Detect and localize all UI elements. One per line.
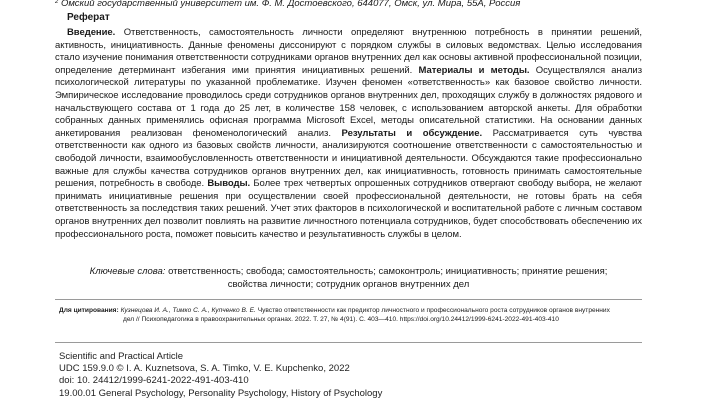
methods-text: Осуществлялся анализ психологической литературы по указанной проблематике. Изучен феномен «ответственность» как базовое свойство личности. Эмпирическое исследование проводилось среди сотрудников органов внутренних дел, проходящих службу в должностях рядового и начальствующего состава от 1 года до 25 лет, в количестве 158 человек, с использованием авторской анкеты. Для обработки собранных данных применялись офисная программа Microsoft Excel, методы описательной статистики. На основании данных анкетирования реализован феноменологический анализ. xyxy=(55,64,642,139)
article-doi[interactable]: doi: 10. 24412/1999-6241-2022-491-403-410 xyxy=(59,375,249,387)
intro-label: Введение. xyxy=(67,27,116,38)
keywords-line-1 xyxy=(55,266,642,279)
keywords-block xyxy=(55,266,642,291)
conclusions-label: Выводы. xyxy=(207,178,251,190)
methods-label: Материалы и методы. xyxy=(418,64,530,76)
keywords-list-1: ответственность; свобода; самостоятельность; самоконтроль; инициативность; принятие решения; xyxy=(168,266,608,277)
citation-text-2[interactable]: дел // Психопедагогика в правоохранительных органах. 2022. Т. 27, № 4(91). С. 403—410. https://doi.org/10.24412/1999-6241-2022-491-403-410 xyxy=(123,316,559,324)
citation-label: Для цитирования: xyxy=(59,307,119,314)
article-meta xyxy=(59,351,679,400)
keywords-list-2: свойства личности; сотрудник органов внутренних дел xyxy=(227,278,470,290)
abstract-heading: Реферат xyxy=(67,12,110,23)
abstract-body xyxy=(55,27,642,241)
conclusions-text: Более трех четвертых опрошенных сотрудников отвергают свободу выбора, не желают принимать инициативные решения при осуществлении своей профессиональной деятельности, не готовы брать на себя ответственность за последствия таких решений. Учет этих факторов в психологической и воспитательной работе с личным составом органов внутренних дел позволит повлиять на развитие личностного потенциала сотрудников, будет способствовать обеспечению их профессионального роста, поможет повысить качество и результативность службы в целом. xyxy=(55,178,642,240)
keywords-label: Ключевые слова: xyxy=(89,266,166,277)
results-label: Результаты и обсуждение. xyxy=(341,127,483,139)
citation-box xyxy=(55,299,642,343)
article-udc: UDC 159.9.0 © I. A. Kuznetsova, S. A. Timko, V. E. Kupchenko, 2022 xyxy=(59,363,350,375)
article-type: Scientific and Practical Article xyxy=(59,351,184,362)
article-classification: 19.00.01 General Psychology, Personality Psychology, History of Psychology xyxy=(59,387,383,399)
citation xyxy=(59,306,619,324)
citation-text-1: Чувство ответственности как предиктор личностного и профессионального роста сотрудников органов внутренних xyxy=(257,307,610,314)
affiliation-line xyxy=(55,0,695,10)
citation-authors: Кузнецова И. А., Тимко С. А., Купченко В. Е. xyxy=(120,307,256,314)
results-text: Рассматривается суть чувства ответственности как одного из базовых свойств личности, анализируются соотношение ответственности с самостоятельностью и свободой личности, взаимообусловленность ответственности и инициативной деятельности. Обсуждаются такие профессионально важные для службы качества сотрудников органов внутренних дел, как инициативность, готовность принимать самостоятельные решения, потребность в свободе. xyxy=(55,127,643,190)
affiliation-text: Омский государственный университет им. Ф. М. Достоевского, 644077, Омск, ул. Мира, 55А, Россия xyxy=(60,0,521,9)
intro-text: Ответственность, самостоятельность личности определяют внутреннюю потребность в принятии решений, активность, инициативность. Данные феномены диссонируют с порядком службы в силовых ведомствах. Целью исследования стало изучение понимания ответственности сотрудниками органов внутренних дел как основы активной профессиональной позиции, определение детерминант избегания ими принятия инициативных решений. xyxy=(55,27,643,76)
affiliation-marker: 2 xyxy=(55,0,59,5)
